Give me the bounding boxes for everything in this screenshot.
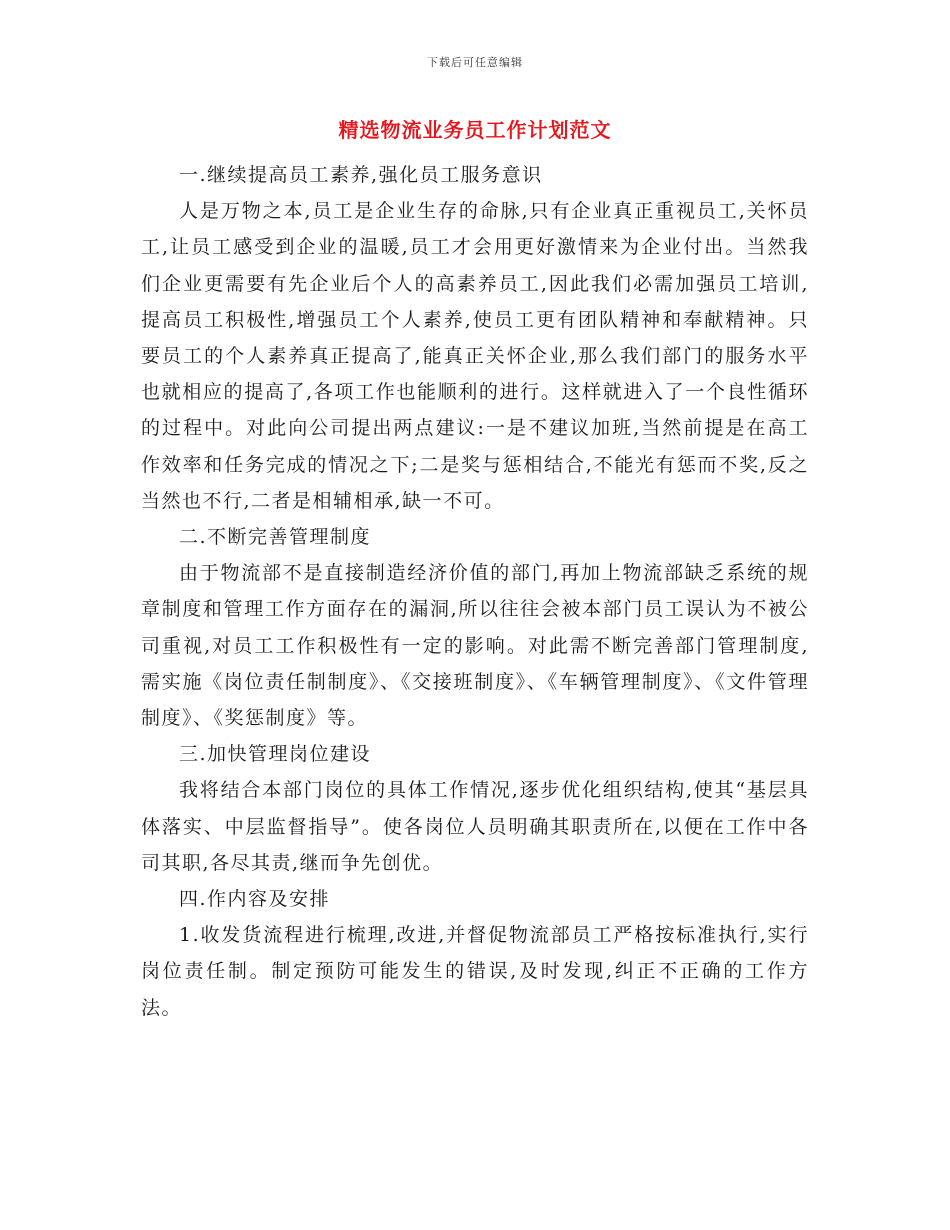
section-heading-2: 二.不断完善管理制度: [179, 526, 372, 549]
section-heading-3: 三.加快管理岗位建设: [179, 743, 372, 766]
header-note: 下载后可任意编辑: [427, 56, 523, 69]
section-paragraph-3: 我将结合本部门岗位的具体工作情况,逐步优化组织结构,使其“基层具体落实、中层监督指导”。使各岗位人员明确其职责所在,以便在工作中各司其职,各尽其责,继而争先创优。: [141, 779, 809, 874]
section-paragraph-2: 由于物流部不是直接制造经济价值的部门,再加上物流部缺乏系统的规章制度和管理工作方面存在的漏洞,所以往往会被本部门员工误认为不被公司重视,对员工工作积极性有一定的影响。对此需不断完善部门管理制度,需实施《岗位责任制制度》、《交接班制度》、《车辆管理制度》、《文件管理制度》、《奖惩制度》等。: [141, 562, 809, 730]
section-paragraph-1: 人是万物之本,员工是企业生存的命脉,只有企业真正重视员工,关怀员工,让员工感受到企业的温暖,员工才会用更好激情来为企业付出。当然我们企业更需要有先企业后个人的高素养员工,因此我们必需加强员工培训,提高员工积极性,增强员工个人素养,使员工更有团队精神和奉献精神。只要员工的个人素养真正提高了,能真正关怀企业,那么我们部门的服务水平也就相应的提高了,各项工作也能顺利的进行。这样就进入了一个良性循环的过程中。对此向公司提出两点建议:一是不建议加班,当然前提是在高工作效率和任务完成的情况之下;二是奖与惩相结合,不能光有惩而不奖,反之当然也不行,二者是相辅相承,缺一不可。: [141, 200, 809, 512]
section-heading-1: 一.继续提高员工素养,强化员工服务意识: [179, 164, 543, 186]
section-heading-4: 四.作内容及安排: [179, 888, 331, 911]
document-title: 精选物流业务员工作计划范文: [338, 118, 612, 142]
document-body: [141, 157, 809, 1026]
section-paragraph-4: 1.收发货流程进行梳理,改进,并督促物流部员工严格按标准执行,实行岗位责任制。制定预防可能发生的错误,及时发现,纠正不正确的工作方法。: [141, 924, 809, 1019]
